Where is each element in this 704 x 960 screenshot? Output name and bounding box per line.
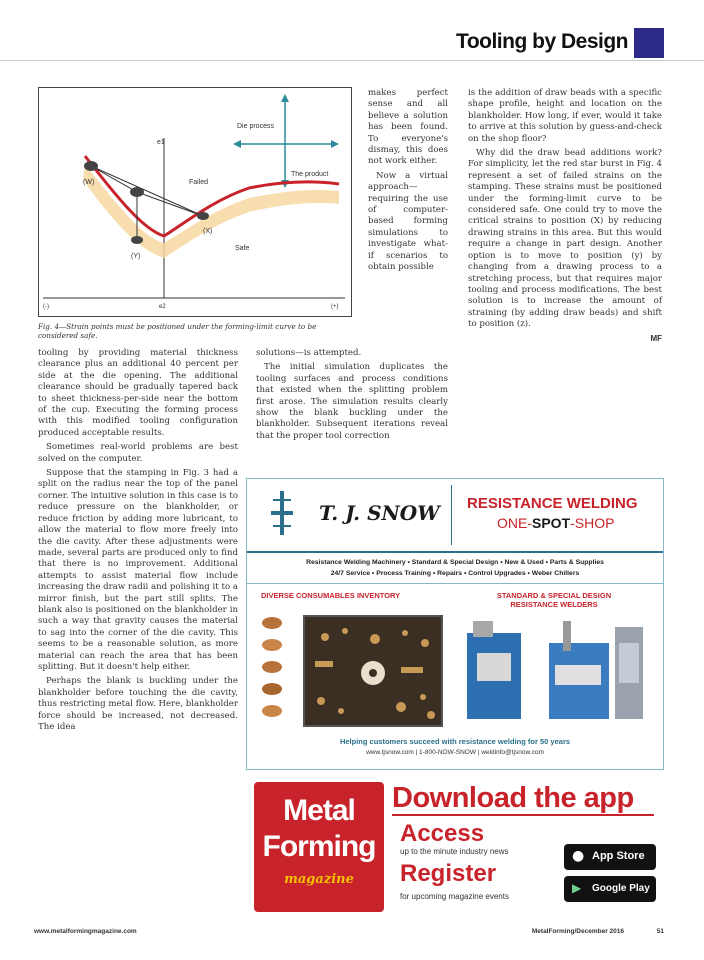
x-tick-mid: e2: [159, 304, 166, 310]
logo-magazine: magazine: [284, 872, 354, 887]
paragraph: Now a virtual approach—requiring the use of computer-based forming simulations to investigate what-if scenarios to obtain possible: [368, 170, 448, 273]
header-accent-square: [634, 28, 664, 58]
metalforming-logo: [254, 782, 384, 912]
ad1-headline: RESISTANCE WELDING: [467, 495, 638, 512]
paragraph: Perhaps the blank is buckling under the blankholder before touching the die cavity, thus restricting metal flow. Here, blankholder force should be increased, not decreased. The idea: [38, 676, 238, 732]
label-e1: e1: [157, 139, 165, 146]
paragraph: tooling by providing material thickness clearance plus an additional 40 percent per side at the die opening. The additional clearance should be gradually tapered back to sheet thickness-per-side near the bottom of the cup. Executing the forming process with this modified tooling configuration produced acceptable results.: [38, 348, 238, 438]
column-3: [468, 88, 662, 345]
column-1: [38, 348, 238, 736]
footer-issue: MetalForming/December 2016: [531, 928, 624, 935]
label-the-product: The product: [291, 171, 329, 178]
paragraph: The initial simulation duplicates the tooling surfaces and process conditions that existed when the splitting problem first arose. The simulation results clearly show the blank buckling under the blankholder. Subsequent iterations reveal that the proper tool correction: [256, 362, 448, 441]
end-mark: MF: [650, 333, 662, 343]
paragraph: Sometimes real-world problems are best solved on the computer.: [38, 442, 238, 464]
figure-caption: Fig. 4—Strain points must be positioned under the forming-limit curve to be considered safe.: [38, 322, 317, 340]
ad1-divider: [451, 485, 452, 545]
metalforming-app-advertisement[interactable]: [254, 782, 664, 914]
ad2-register: Register: [400, 860, 497, 887]
tj-snow-logo-icon: [271, 491, 293, 535]
electrode-tips-image: [259, 613, 285, 725]
logo-metal: Metal: [283, 794, 355, 827]
paragraph: solutions—is attempted.: [256, 348, 362, 358]
point-x: [197, 212, 209, 220]
failed-point: [130, 187, 144, 197]
arrow-left: [233, 140, 241, 148]
safety-band: [83, 164, 339, 258]
x-tick-left: (-): [43, 304, 49, 310]
paragraph: Why did the draw bead additions work? For simplicity, let the red star burst in Fig. 4 represent a set of failed strains on the stamping. These strains must be positioned under the forming-limit curve to be considered safe. One could try to move the critical strains to position (X) by reducing drawing strains in this area. But this would require a change in part design. Another option is to move to position (y) by changing from a drawing process to a stretching process, but that requires major tooling and process modifications. The best solution is to increase the amount of straining (by adding draw beads) and shift to position (z).: [468, 148, 662, 330]
label-w: (W): [83, 179, 95, 186]
footer-url[interactable]: www.metalformingmagazine.com: [34, 928, 137, 935]
ad1-contact[interactable]: www.tjsnow.com | 1-800-NOW-SNOW | weldinfo@tjsnow.com: [366, 749, 544, 756]
x-tick-right: (+): [331, 304, 339, 310]
subline-spot: SPOT: [532, 515, 571, 531]
label-safe: Safe: [235, 245, 250, 252]
ad1-right-heading: STANDARD & SPECIAL DESIGN RESISTANCE WELDERS: [496, 591, 612, 609]
ad1-services-line1: Resistance Welding Machinery • Standard & Special Design • New & Used • Parts & Supplies: [306, 559, 604, 566]
ad2-register-sub: for upcoming magazine events: [400, 892, 509, 901]
google-play-label: Google Play: [592, 883, 650, 894]
column-2-bottom: [256, 348, 448, 445]
ad1-left-heading: DIVERSE CONSUMABLES INVENTORY: [261, 591, 401, 600]
figure-4-svg: [39, 88, 351, 316]
paragraph: Suppose that the stamping in Fig. 3 had a split on the radius near the top of the panel corner. The intuitive solution in this case is to reduce pressure on the blankholder, or reduce friction by adding more lubricant, to allow the material to flow more freely into the die cavity. After these adjustments were made, several parts are produced only to find that there is no improvement. Additional attempts to assist material flow include increasing the draw radii and polishing it to a mirror finish, but the part still splits. The blank also is positioned on the blankholder in such a way that gravity causes the material to sag into the corner of the die cavity. This seems to be a reasonable solution, as more material can reach the area that has been splitting. But it doesn't help either.: [38, 468, 238, 672]
resistance-welders-image: [459, 613, 649, 725]
ad1-subline: [497, 515, 614, 531]
logo-forming: Forming: [262, 830, 376, 863]
app-store-button[interactable]: [564, 844, 656, 870]
ad1-rule: [247, 551, 663, 553]
ad1-services-line2: 24/7 Service • Process Training • Repairs • Control Upgrades • Weber Chillers: [330, 570, 580, 577]
play-icon: ▶: [572, 881, 582, 895]
app-store-label: App Store: [592, 850, 645, 862]
label-y: (Y): [131, 253, 141, 260]
arrow-up: [281, 94, 289, 102]
tj-snow-advertisement[interactable]: [246, 478, 664, 770]
ad1-tagline: Helping customers succeed with resistance welding for 50 years: [339, 737, 571, 746]
running-header-title: Tooling by Design: [456, 30, 628, 53]
google-play-button[interactable]: [564, 876, 656, 902]
point-w: [84, 161, 98, 171]
figure-4-forming-limit-diagram: [38, 87, 352, 317]
arrow-right: [331, 140, 339, 148]
column-2-top: [368, 88, 448, 277]
label-x: (X): [203, 228, 213, 235]
subline-part: -SHOP: [570, 515, 615, 531]
label-die-process: Die process: [237, 123, 274, 130]
apple-icon: ●: [572, 848, 585, 864]
ad2-headline: Download the app: [392, 782, 634, 814]
ad2-access: Access: [400, 820, 485, 847]
paragraph: is the addition of draw beads with a specific shape profile, height and location on the blankholder. How long, if ever, would it take to arrive at this solution by guess-and-check on the shop floor?: [468, 88, 662, 144]
header-rule: [0, 60, 704, 61]
consumables-photo: [303, 615, 443, 727]
subline-part: ONE-: [497, 515, 532, 531]
point-y: [131, 236, 143, 244]
paragraph: makes perfect sense and all believe a solution has been found. To everyone's dismay, this does not work either.: [368, 88, 448, 167]
tj-snow-company-name: T. J. SNOW: [319, 501, 440, 525]
ad2-access-sub: up to the minute industry news: [400, 847, 509, 856]
label-failed: Failed: [189, 179, 209, 186]
page-number: 51: [656, 928, 664, 935]
